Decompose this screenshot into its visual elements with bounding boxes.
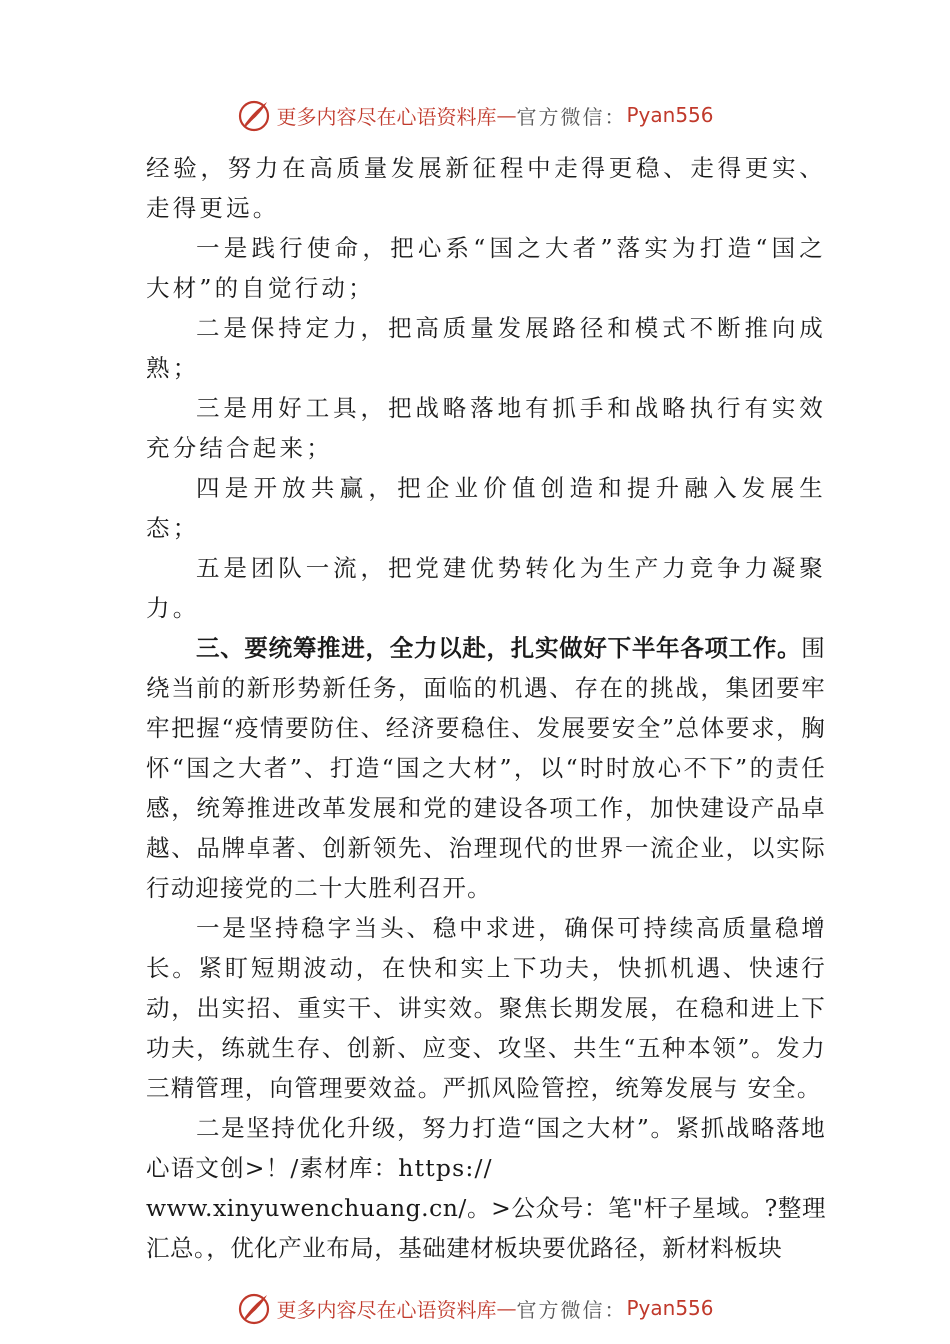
paragraph-item-5: 五是团队一流，把党建优势转化为生产力竞争力凝聚力。 — [146, 554, 826, 622]
banner-wechat-id: Pyan556 — [626, 1296, 714, 1320]
footer-banner — [0, 1288, 950, 1328]
banner-wechat-label: 官方微信： — [516, 104, 627, 129]
banner-title: 更多内容尽在心语资料库 — [276, 104, 497, 129]
banner-wechat-id: Pyan556 — [626, 103, 714, 127]
document-body — [146, 148, 826, 1268]
quill-logo-icon — [236, 1290, 272, 1326]
quill-logo-icon — [236, 97, 272, 133]
paragraph-point-2-cont: www.xinyuwenchuang.cn/。>公众号：笔"杆子星域。?整理汇总。，优化产业布局，基础建材板块要优路径，新材料板块 — [146, 1194, 826, 1262]
paragraph-item-4: 四是开放共赢，把企业价值创造和提升融入发展生态； — [146, 474, 826, 542]
banner-dash: — — [496, 1296, 517, 1320]
paragraph-continuation: 经验，努力在高质量发展新征程中走得更稳、走得更实、走得更远。 — [146, 154, 826, 222]
banner-title: 更多内容尽在心语资料库 — [276, 1297, 497, 1322]
paragraph-point-2-start: 二是坚持优化升级，努力打造“国之大材”。紧抓战略落地心语文创>！/素材库：https:// — [146, 1114, 826, 1182]
section-body: 围绕当前的新形势新任务，面临的机遇、存在的挑战，集团要牢牢把握“疫情要防住、经济要稳住、发展要安全”总体要求，胸怀“国之大者”、打造“国之大材”，以“时时放心不下”的责任感，统筹推进改革发展和党的建设各项工作，加快建设产品卓越、品牌卓著、创新领先、治理现代的世界一流企业，以实际行动迎接党的二十大胜利召开。 — [146, 634, 826, 902]
banner-dash: — — [496, 103, 517, 127]
section-heading: 三、要统筹推进，全力以赴，扎实做好下半年各项工作。 — [196, 634, 802, 662]
banner-wechat-label: 官方微信： — [516, 1297, 627, 1322]
paragraph-item-2: 二是保持定力，把高质量发展路径和模式不断推向成熟； — [146, 314, 826, 382]
paragraph-point-1: 一是坚持稳字当头、稳中求进，确保可持续高质量稳增长。紧盯短期波动，在快和实上下功夫，快抓机遇、快速行动，出实招、重实干、讲实效。聚焦长期发展，在稳和进上下功夫，练就生存、创新、应变、攻坚、共生“五种本领”。发力三精管理，向管理要效益。严抓风险管控，统筹发展与 安全。 — [146, 914, 826, 1102]
paragraph-item-3: 三是用好工具，把战略落地有抓手和战略执行有实效充分结合起来； — [146, 394, 826, 462]
paragraph-item-1: 一是践行使命，把心系“国之大者”落实为打造“国之大材”的自觉行动； — [146, 234, 826, 302]
header-banner — [0, 95, 950, 135]
paragraph-section-3 — [146, 628, 826, 908]
